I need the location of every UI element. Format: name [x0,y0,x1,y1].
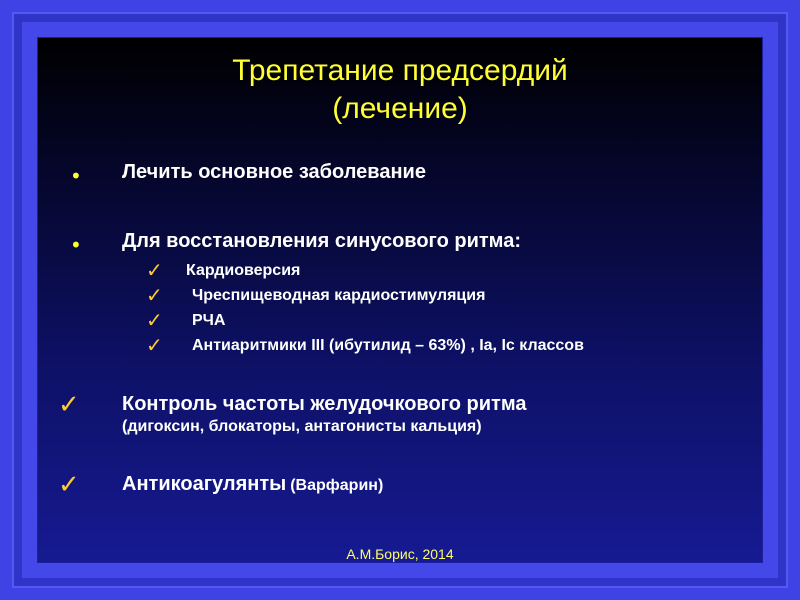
checkmark-icon: ✓ [146,308,163,332]
sub-item-cardioversion: Кардиоверсия [186,262,301,279]
slide-title-line-2: (лечение) [332,92,468,125]
slide-footer-author: А.М.Борис, 2014 [346,546,454,562]
checkmark-icon: ✓ [146,258,163,282]
checkmark-icon: ✓ [58,470,80,500]
sub-item-rfa: РЧА [192,312,226,329]
checkmark-icon: ✓ [146,283,163,307]
slide-title [38,52,762,128]
bullet-dot-icon: • [70,233,82,257]
slide-title-line-1: Трепетание предсердий [232,54,568,87]
checkmark-icon: ✓ [146,333,163,357]
sub-item-transesophageal-pacing: Чреспищеводная кардиостимуляция [192,287,486,304]
anticoagulants-drug: (Варфарин) [290,477,384,494]
bullet-dot-icon: • [70,164,82,188]
bullet-item-treat-underlying: Лечить основное заболевание [122,161,426,183]
rate-control-item: Контроль частоты желудочкового ритма [122,393,527,415]
checkmark-icon: ✓ [58,390,80,420]
anticoagulants-item [122,473,383,496]
sub-item-antiarrhythmics: Антиаритмики III (ибутилид – 63%) , Ia, Ic классов [192,337,584,354]
bullet-item-restore-rhythm: Для восстановления синусового ритма: [122,230,521,252]
rate-control-drugs: (дигоксин, блокаторы, антагонисты кальция) [122,418,482,435]
anticoagulants-label: Антикоагулянты [122,473,287,495]
